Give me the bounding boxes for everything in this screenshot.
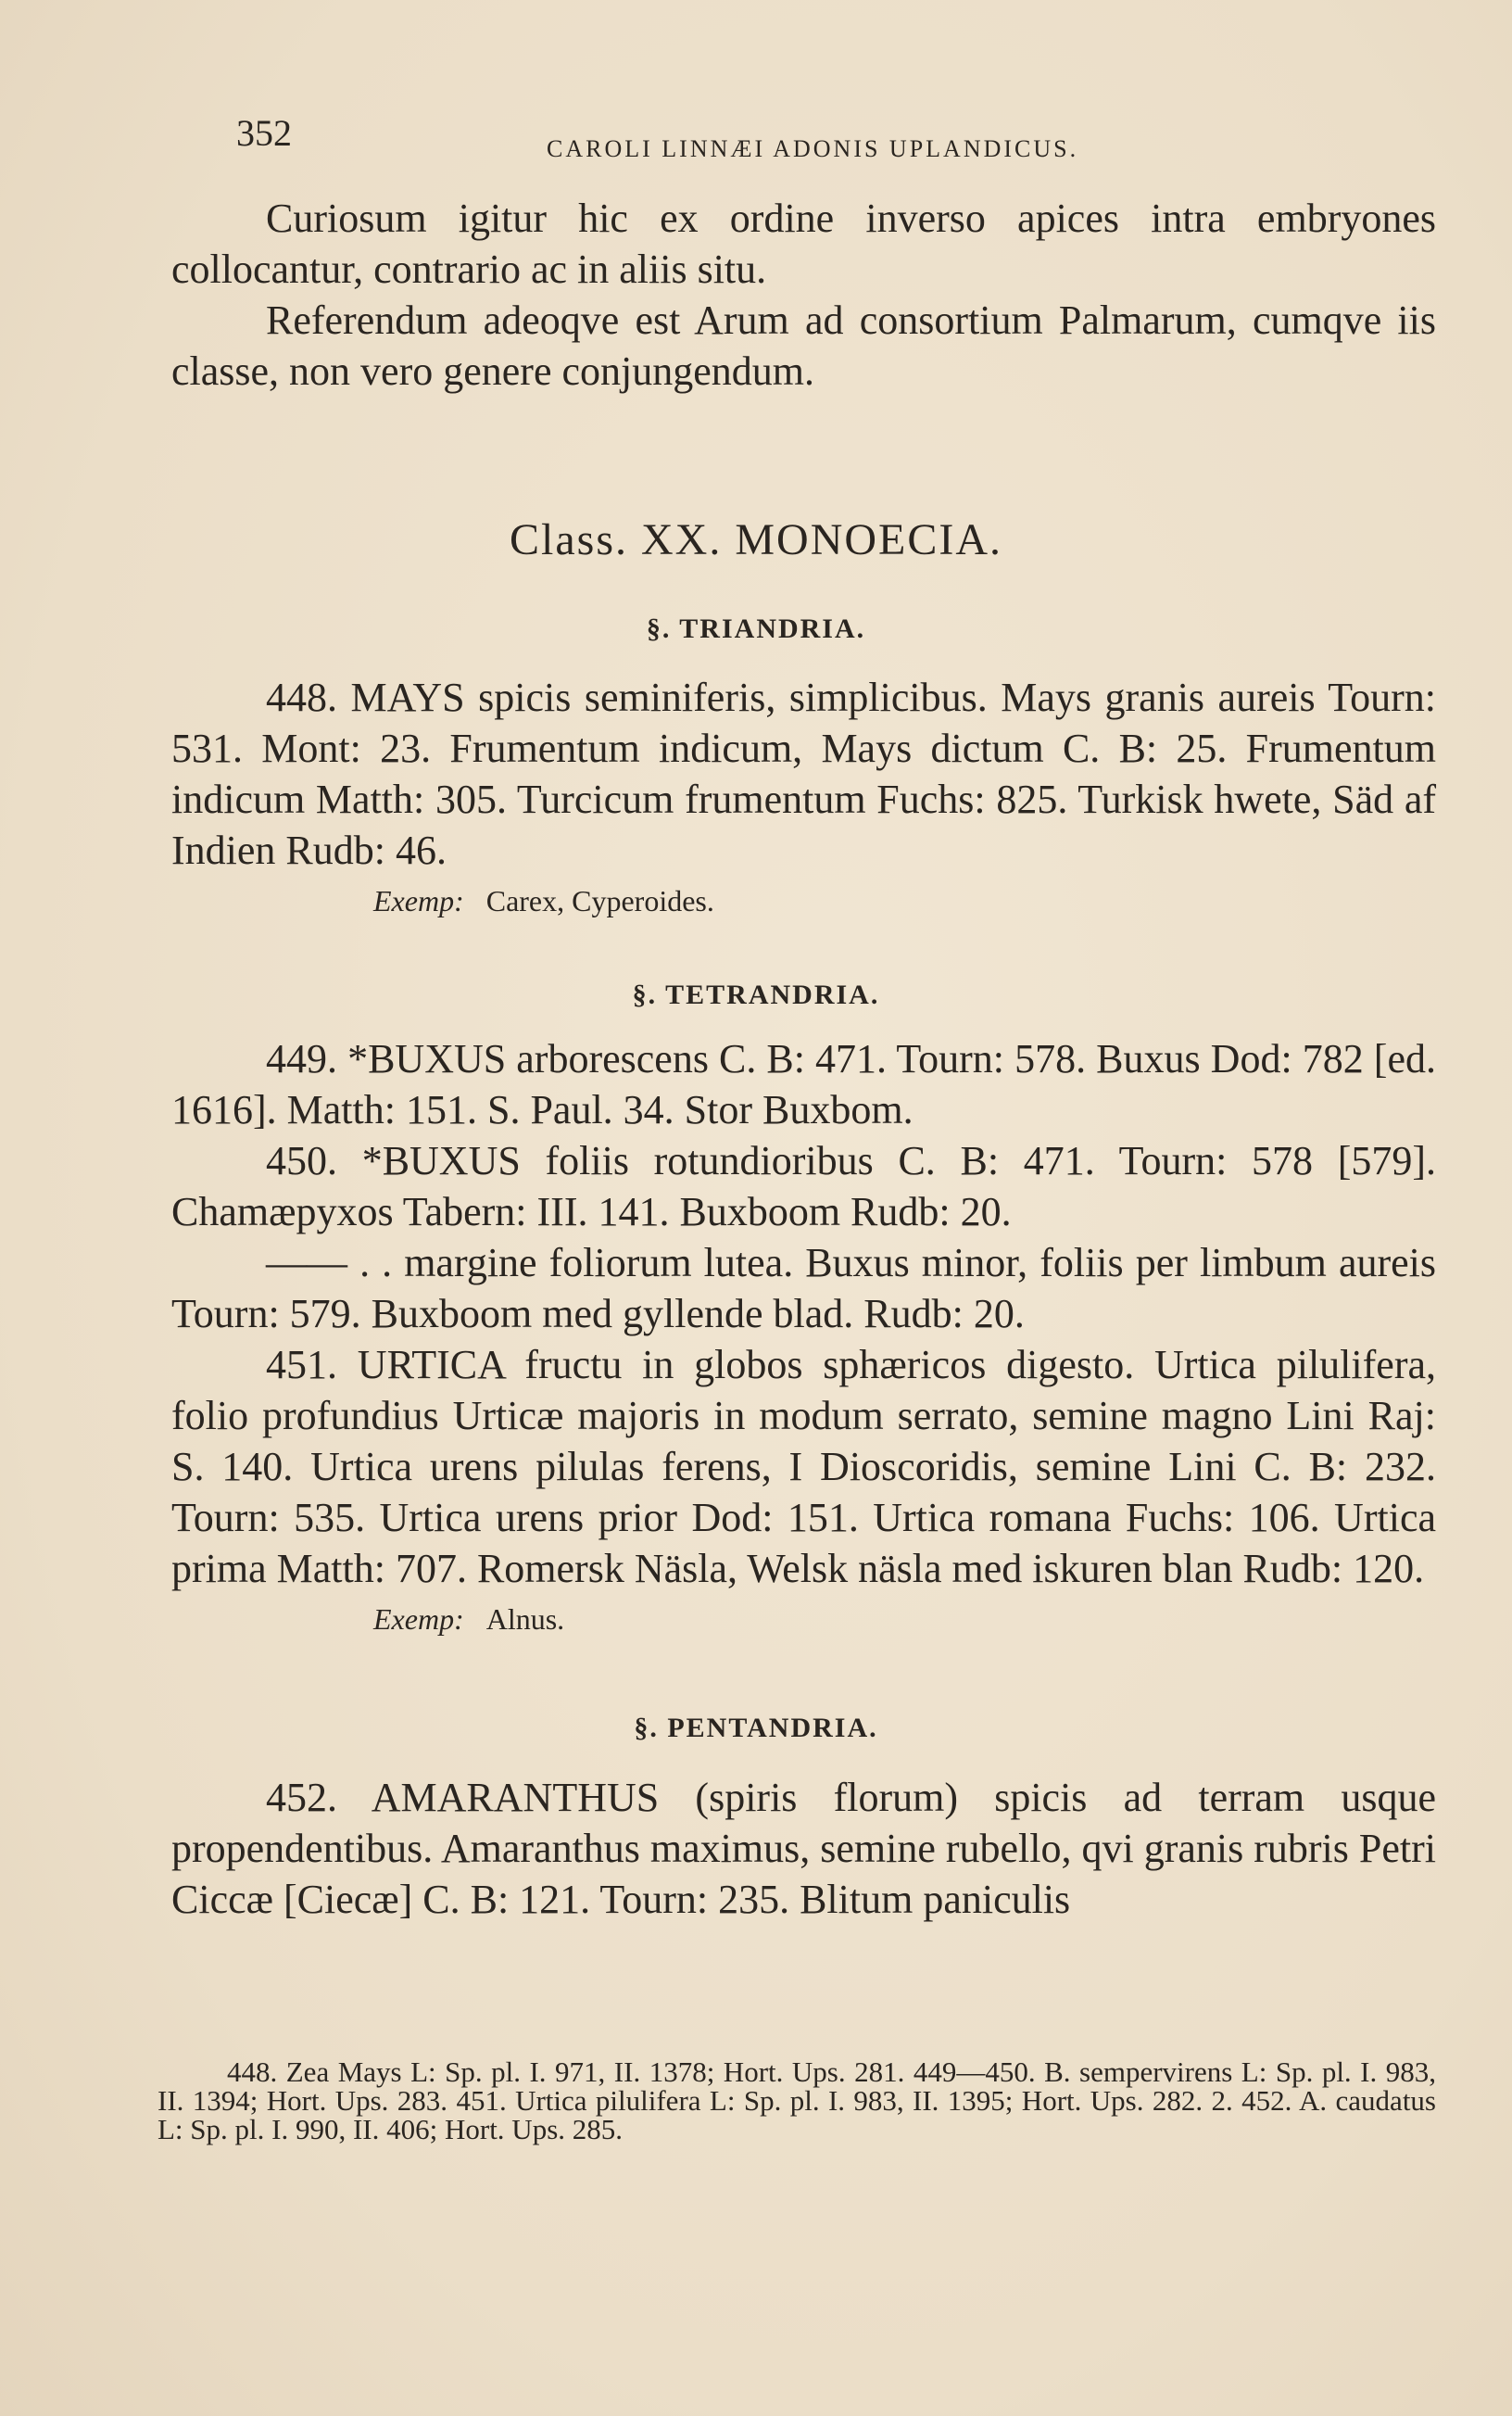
exemp-label: Exemp: [373, 1602, 464, 1636]
intro-text [171, 193, 1436, 397]
entry-451: 451. URTICA fructu in globos sphæricos digesto. Urtica pilulifera, folio profundius Urticæ majoris in modum serrato, semine magno Lini Raj: S. 140. Urtica urens pilulas ferens, I Dioscoridis, semine Lini C. B: 232. Tourn: 535. Urtica urens prior Dod: 151. Urtica romana Fuchs: 106. Urtica prima Matth: 707. Romersk Näsla, Welsk näsla med iskuren blan Rudb: 120. [171, 1342, 1436, 1591]
footnote-text: 448. Zea Mays L: Sp. pl. I. 971, II. 1378; Hort. Ups. 281. 449—450. B. sempervirens L: Sp. pl. I. 983, II. 1394; Hort. Ups. 283. 451. Urtica pilulifera L: Sp. pl. I. 983, II. 1395; Hort. Ups. 282. 2. 452. A. caudatus L: Sp. pl. I. 990, II. 406; Hort. Ups. 285. [158, 2055, 1436, 2145]
exemp-448 [171, 876, 1436, 927]
section-heading-pentandria: §. PENTANDRIA. [634, 1713, 878, 1743]
running-title: CAROLI LINNÆI ADONIS UPLANDICUS. [547, 135, 1079, 162]
exemp-value: Alnus. [485, 1602, 565, 1636]
class-title: Class. XX. MONOECIA. [510, 515, 1002, 564]
intro-paragraph-2: Referendum adeoqve est Arum ad consortium Palmarum, cumqve iis classe, non vero genere conjungendum. [171, 297, 1436, 394]
exemp-451 [171, 1594, 1436, 1645]
section-heading-triandria: §. TRIANDRIA. [646, 613, 866, 644]
section-heading-tetrandria: §. TETRANDRIA. [632, 980, 880, 1010]
entries-triandria [171, 672, 1436, 927]
exemp-value: Carex, Cyperoides. [485, 884, 714, 917]
entry-450: 450. *BUXUS foliis rotundioribus C. B: 471. Tourn: 578 [579]. Chamæpyxos Tabern: III. 141. Buxboom Rudb: 20. [171, 1138, 1436, 1234]
page-header [236, 111, 1441, 167]
intro-paragraph-1: Curiosum igitur hic ex ordine inverso apices intra embryones collocantur, contrario ac in aliis situ. [171, 196, 1436, 292]
entries-tetrandria [171, 1033, 1436, 1645]
entry-450-variety: —— . . margine foliorum lutea. Buxus minor, foliis per limbum aureis Tourn: 579. Buxboom med gyllende blad. Rudb: 20. [171, 1240, 1436, 1336]
entries-pentandria [171, 1772, 1436, 1925]
exemp-label: Exemp: [373, 884, 464, 917]
entry-452: 452. AMARANTHUS (spiris florum) spicis ad terram usque propendentibus. Amaranthus maximus, semine rubello, qvi granis rubris Petri Ciccæ [Ciecæ] C. B: 121. Tourn: 235. Blitum paniculis [171, 1775, 1437, 1922]
entry-448: 448. MAYS spicis seminiferis, simplicibus. Mays granis aureis Tourn: 531. Mont: 23. Frumentum indicum, Mays dictum C. B: 25. Frumentum indicum Matth: 305. Turcicum frumentum Fuchs: 825. Turkisk hwete, Säd af Indien Rudb: 46. [171, 675, 1436, 873]
page-number: 352 [236, 112, 292, 154]
footnotes [158, 2057, 1436, 2144]
entry-449: 449. *BUXUS arborescens C. B: 471. Tourn: 578. Buxus Dod: 782 [ed. 1616]. Matth: 151. S. Paul. 34. Stor Buxbom. [171, 1036, 1436, 1132]
